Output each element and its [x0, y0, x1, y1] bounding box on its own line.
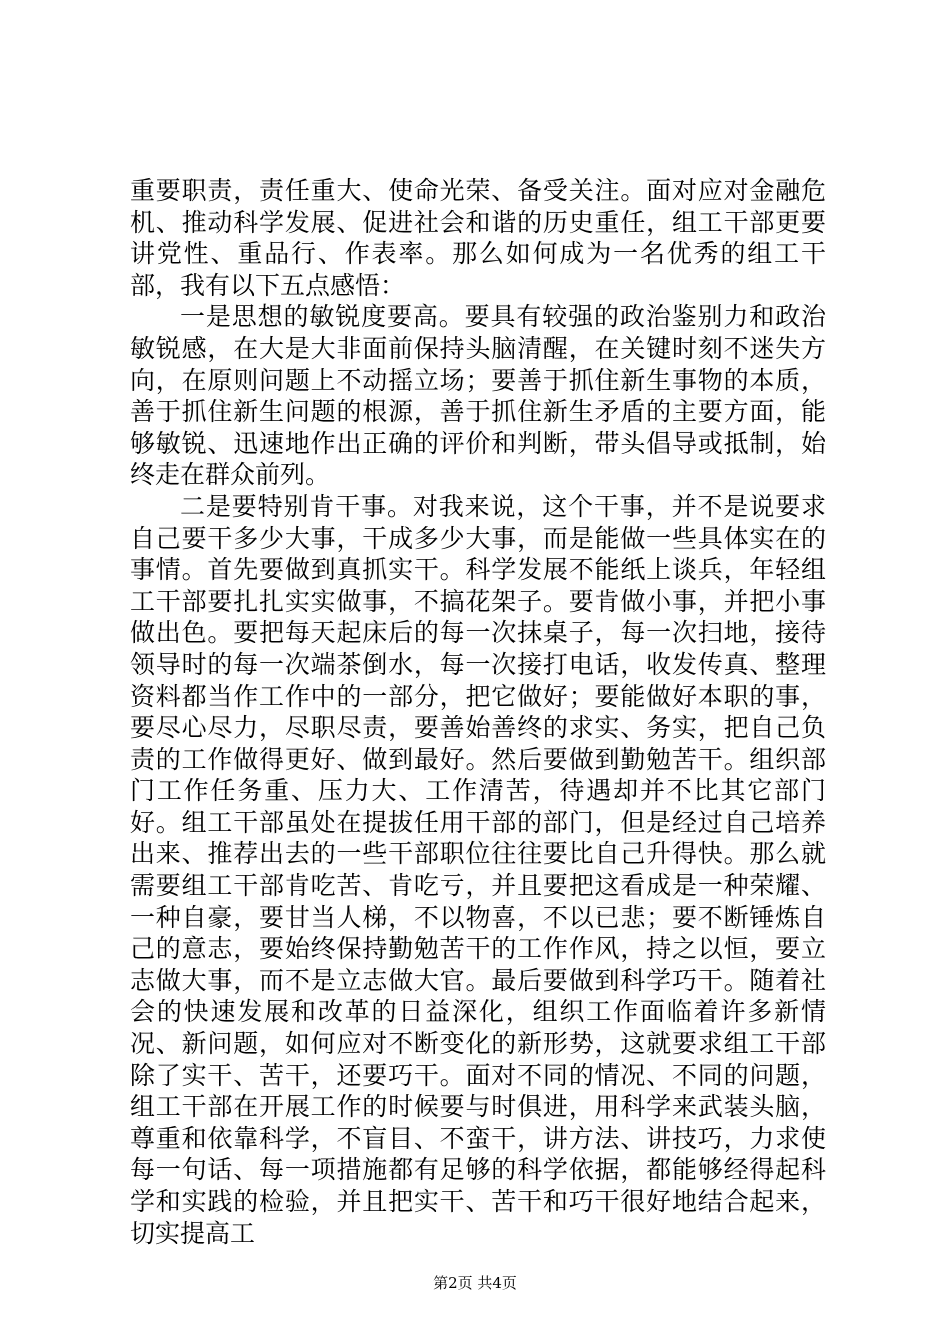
paragraph-point-one: 一是思想的敏锐度要高。要具有较强的政治鉴别力和政治敏锐感，在大是大非面前保持头脑清醒，在关键时刻不迷失方向，在原则问题上不动摇立场；要善于抓住新生事物的本质，善于抓住新生问题的根源，善于抓住新生矛盾的主要方面，能够敏锐、迅速地作出正确的评价和判断，带头倡导或抵制，始终走在群众前列。	[130, 302, 826, 490]
paragraph-intro: 重要职责，责任重大、使命光荣、备受关注。面对应对金融危机、推动科学发展、促进社会和谐的历史重任，组工干部更要讲党性、重品行、作表率。那么如何成为一名优秀的组工干部，我有以下五点感悟：	[130, 176, 826, 300]
page-number-footer: 第2页 共4页	[433, 1274, 517, 1292]
document-body	[130, 175, 826, 1249]
paragraph-point-two: 二是要特别肯干事。对我来说，这个干事，并不是说要求自己要干多少大事，干成多少大事，而是能做一些具体实在的事情。首先要做到真抓实干。科学发展不能纸上谈兵，年轻组工干部要扎扎实实做事，不搞花架子。要肯做小事，并把小事做出色。要把每天起床后的每一次抹桌子，每一次扫地，接待领导时的每一次端茶倒水，每一次接打电话，收发传真、整理资料都当作工作中的一部分，把它做好；要能做好本职的事，要尽心尽力，尽职尽责，要善始善终的求实、务实，把自己负责的工作做得更好、做到最好。然后要做到勤勉苦干。组织部门工作任务重、压力大、工作清苦，待遇却并不比其它部门好。组工干部虽处在提拔任用干部的部门，但是经过自己培养出来、推荐出去的一些干部职位往往要比自己升得快。那么就需要组工干部肯吃苦、肯吃亏，并且要把这看成是一种荣耀、一种自豪，要甘当人梯，不以物喜，不以已悲；要不断锤炼自己的意志，要始终保持勤勉苦干的工作作风，持之以恒，要立志做大事，而不是立志做大官。最后要做到科学巧干。随着社会的快速发展和改革的日益深化，组织工作面临着许多新情况、新问题，如何应对不断变化的新形势，这就要求组工干部除了实干、苦干，还要巧干。面对不同的情况、不同的问题，组工干部在开展工作的时候要与时俱进，用科学来武装头脑，尊重和依靠科学，不盲目、不蛮干，讲方法、讲技巧，力求使每一句话、每一项措施都有足够的科学依据，都能够经得起科学和实践的检验，并且把实干、苦干和巧干很好地结合起来，切实提高工	[130, 491, 826, 1248]
